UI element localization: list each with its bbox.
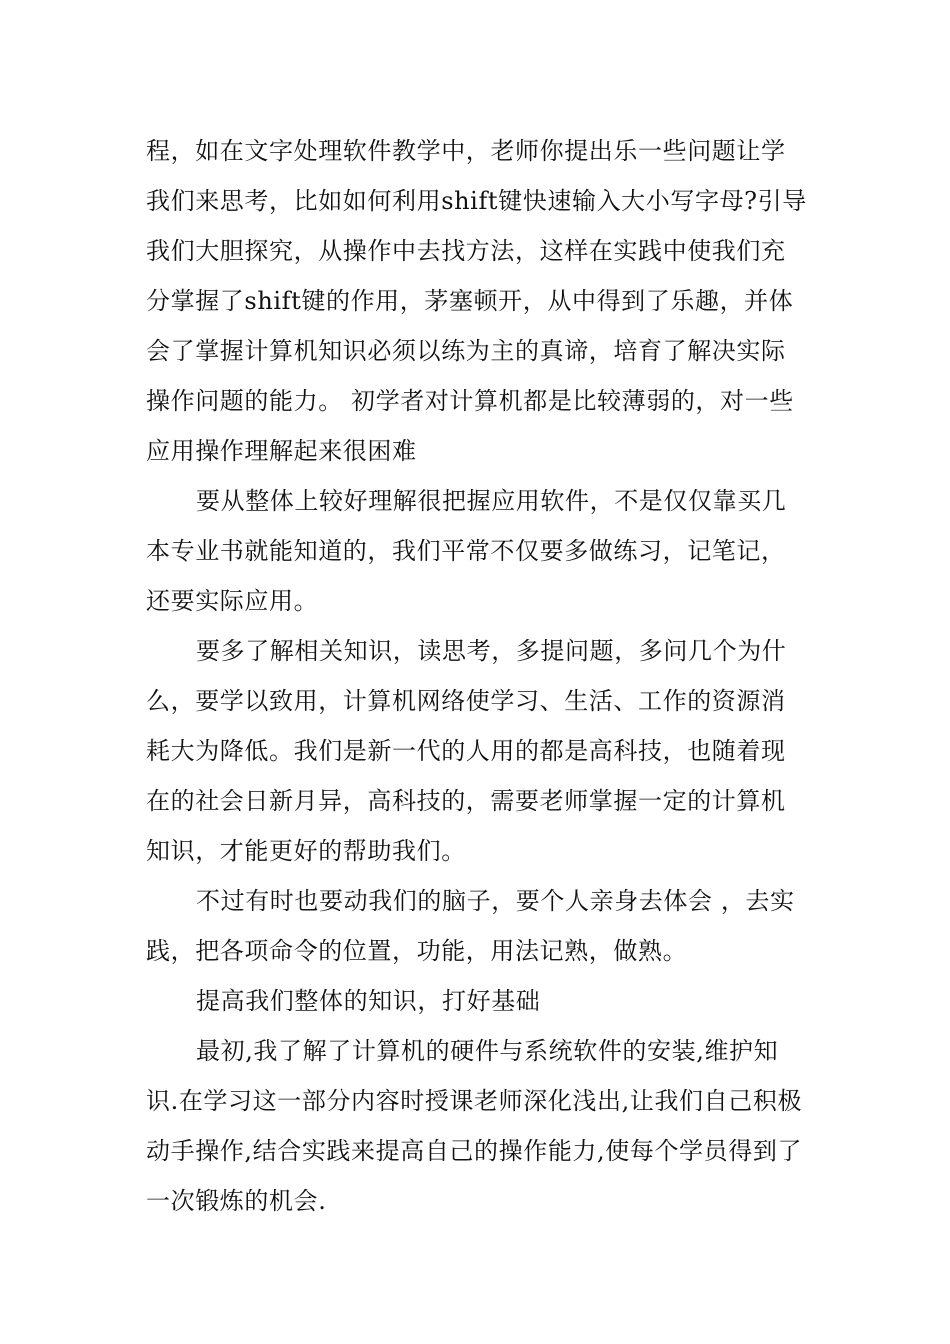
paragraph-3: 要多了解相关知识，读思考，多提问题，多问几个为什么，要学以致用，计算机网络使学习、生活、工作的资源消耗大为降低。我们是新一代的人用的都是高科技，也随着现在的社会日新月异，高科技的，需要老师掌握一定的计算机知识，才能更好的帮助我们。 [146,637,787,865]
paragraph-2: 要从整体上较好理解很把握应用软件，不是仅仅靠买几本专业书就能知道的，我们平常不仅要多做练习，记笔记，还要实际应用。 [146,487,787,615]
paragraph-4: 不过有时也要动我们的脑子，要个人亲身去体会 ，去实践，把各项命令的位置，功能，用法记熟，做熟。 [146,887,795,965]
document-body [146,126,808,1226]
paragraph-1: 程，如在文字处理软件教学中，老师你提出乐一些问题让学我们来思考，比如如何利用shift键快速输入大小写字母?引导我们大胆探究，从操作中去找方法，这样在实践中使我们充分掌握了shift键的作用，茅塞顿开，从中得到了乐趣，并体会了掌握计算机知识必须以练为主的真谛，培育了解决实际操作问题的能力。 初学者对计算机都是比较薄弱的，对一些 应用操作理解起来很困难 [146,137,807,465]
paragraph-5: 提高我们整体的知识，打好基础 [196,987,541,1015]
paragraph-6: 最初,我了解了计算机的硬件与系统软件的安装,维护知识.在学习这一部分内容时授课老师深化浅出,让我们自己积极动手操作,结合实践来提高自己的操作能力,使每个学员得到了一次锻炼的机会. [146,1037,803,1215]
